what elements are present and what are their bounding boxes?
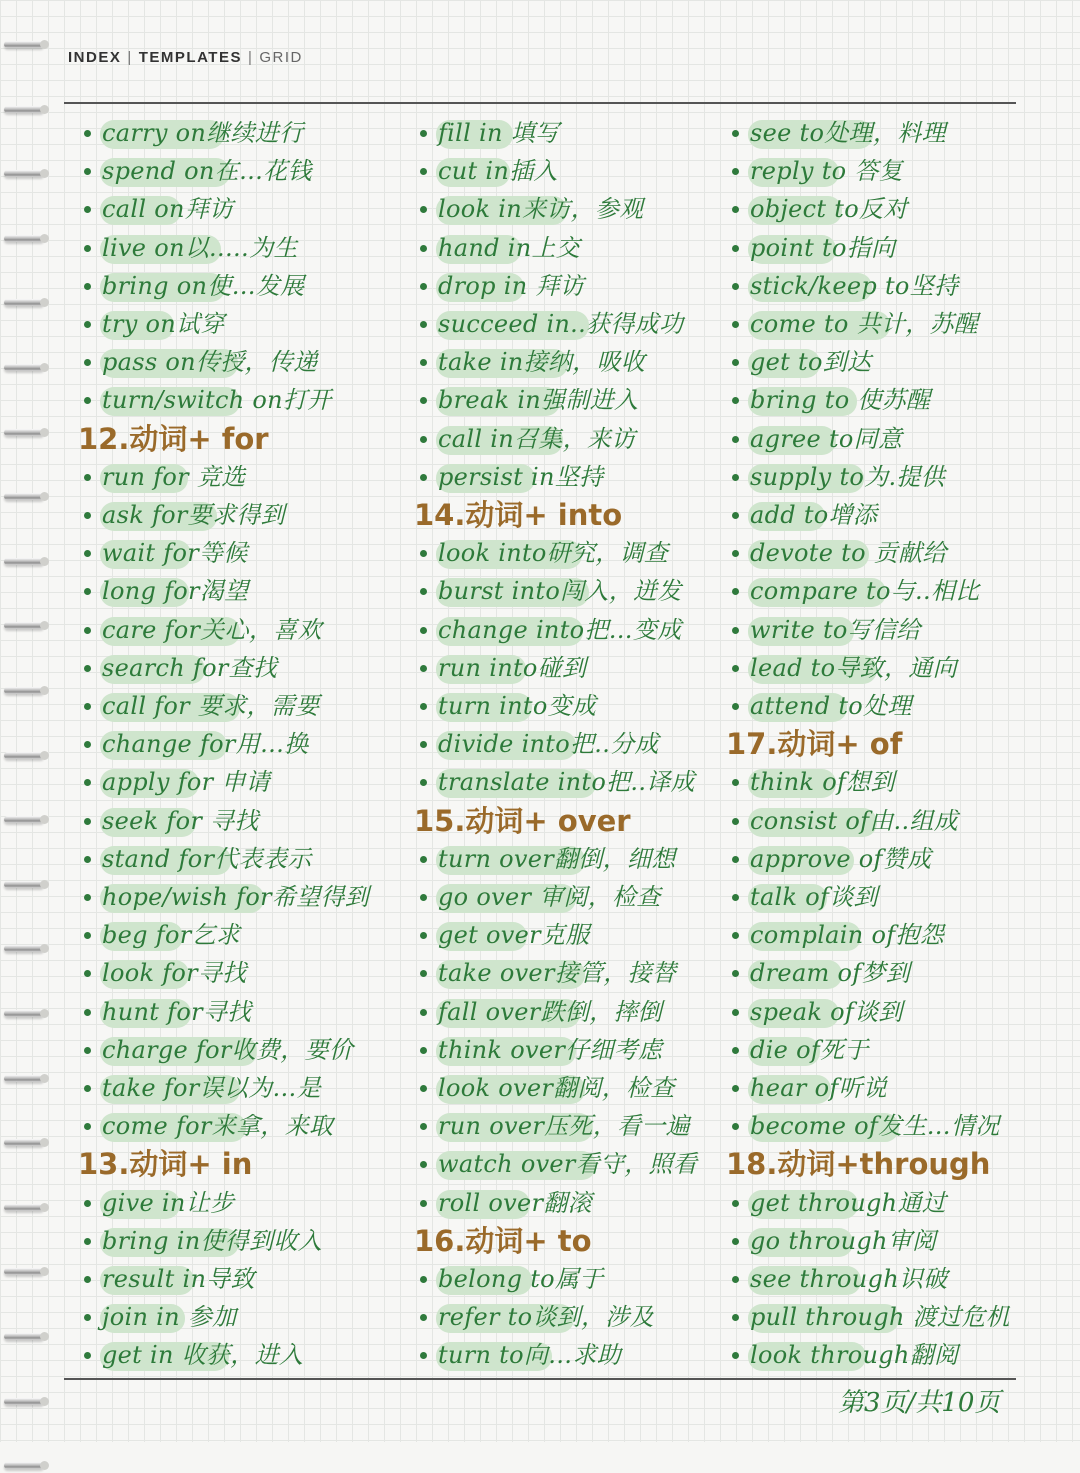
bullet-icon — [84, 130, 91, 137]
section-heading: 13.动词+ in — [78, 1147, 253, 1182]
phrase-text: think of想到 — [750, 768, 895, 797]
phrase-text: consist of由..组成 — [750, 806, 959, 835]
bullet-icon — [420, 1009, 427, 1016]
bullet-icon — [732, 665, 739, 672]
phrase-text: look through翻阅 — [750, 1341, 959, 1370]
phrase-text: see to处理，料理 — [750, 119, 946, 147]
bottom-rule — [64, 1378, 1016, 1380]
phrase-text: dream of梦到 — [750, 959, 911, 988]
binding-ring — [4, 296, 48, 310]
bullet-icon — [732, 818, 739, 825]
phrase-text: supply to为.提供 — [750, 462, 945, 491]
phrase-text: see through识破 — [750, 1265, 948, 1293]
phrase-text: speak of谈到 — [750, 997, 903, 1026]
phrase-text: result in导致 — [102, 1265, 255, 1293]
binding-ring — [4, 1459, 48, 1473]
bullet-icon — [420, 245, 427, 252]
phrase-text: turn/switch on打开 — [102, 386, 332, 415]
bullet-icon — [732, 245, 739, 252]
phrase-text: look for寻找 — [102, 959, 247, 988]
phrase-text: charge for收费，要价 — [102, 1035, 354, 1064]
binding-ring — [4, 1201, 48, 1215]
phrase-text: bring in使得到收入 — [102, 1226, 322, 1255]
bullet-icon — [732, 512, 739, 519]
bullet-icon — [420, 665, 427, 672]
bullet-icon — [420, 1047, 427, 1054]
bullet-icon — [84, 894, 91, 901]
section-heading: 16.动词+ to — [414, 1223, 592, 1258]
phrase-text: take over接管，接替 — [438, 959, 677, 988]
bullet-icon — [732, 1200, 739, 1207]
bullet-icon — [732, 1009, 739, 1016]
phrase-text: hunt for寻找 — [102, 997, 252, 1026]
bullet-icon — [84, 856, 91, 863]
bullet-icon — [732, 856, 739, 863]
bullet-icon — [420, 1200, 427, 1207]
bullet-icon — [732, 894, 739, 901]
bullet-icon — [84, 665, 91, 672]
phrase-text: come for来拿，来取 — [102, 1112, 334, 1141]
phrase-text: watch over看守，照看 — [438, 1150, 698, 1179]
header-templates: TEMPLATES — [138, 49, 242, 66]
section-heading: 17.动词+ of — [726, 727, 903, 762]
bullet-icon — [84, 474, 91, 481]
phrase-text: look into研究，调查 — [438, 539, 669, 568]
header-separator: | — [247, 49, 254, 66]
phrase-text: ask for要求得到 — [102, 501, 285, 529]
section-heading: 14.动词+ into — [414, 498, 623, 532]
binding-ring — [4, 555, 48, 569]
binding-ring — [4, 232, 48, 246]
section-heading: 15.动词+ over — [414, 803, 631, 838]
bullet-icon — [84, 1276, 91, 1283]
phrase-text: think over仔细考虑 — [438, 1035, 663, 1064]
phrase-text: run for 竞选 — [102, 462, 246, 491]
bullet-icon — [84, 512, 91, 519]
phrase-text: object to反对 — [750, 195, 908, 224]
top-rule — [64, 102, 1016, 104]
binding-ring — [4, 619, 48, 633]
phrase-text: stand for代表表示 — [102, 844, 312, 873]
phrase-text: search for查找 — [102, 653, 278, 682]
binding-ring — [4, 1007, 48, 1021]
phrase-text: try on试穿 — [102, 310, 225, 338]
binding-ring — [4, 1330, 48, 1344]
phrase-text: seek for 寻找 — [102, 806, 259, 835]
phrase-text: change into把…变成 — [438, 615, 682, 644]
phrase-text: write to写信给 — [750, 615, 921, 644]
phrase-text: agree to同意 — [750, 424, 903, 453]
bullet-icon — [84, 1085, 91, 1092]
phrase-text: call for 要求，需要 — [102, 692, 320, 720]
header-separator: | — [127, 49, 133, 66]
phrase-text: hear of听说 — [750, 1074, 888, 1102]
bullet-icon — [732, 436, 739, 443]
bullet-icon — [420, 703, 427, 710]
phrase-text: roll over翻滚 — [438, 1188, 592, 1217]
bullet-icon — [732, 1085, 739, 1092]
phrase-text: break in强制进入 — [438, 386, 639, 415]
phrase-text: get to到达 — [750, 348, 872, 377]
page-header — [68, 49, 303, 66]
bullet-icon — [732, 703, 739, 710]
phrase-text: complain of抱怨 — [750, 921, 944, 950]
phrase-text: get in 收获，进入 — [102, 1341, 304, 1370]
bullet-icon — [732, 283, 739, 290]
section-heading: 12.动词+ for — [78, 421, 269, 456]
bullet-icon — [420, 894, 427, 901]
phrase-text: go through审阅 — [750, 1226, 937, 1255]
section-heading: 18.动词+through — [726, 1147, 991, 1182]
bullet-icon — [420, 856, 427, 863]
binding-ring — [4, 942, 48, 956]
spiral-binding — [0, 0, 60, 1442]
bullet-icon — [84, 1200, 91, 1207]
bullet-icon — [732, 130, 739, 137]
bullet-icon — [84, 627, 91, 634]
phrase-text: stick/keep to坚持 — [750, 271, 959, 300]
phrase-text: lead to导致，通向 — [750, 653, 957, 682]
bullet-icon — [420, 283, 427, 290]
phrase-text: wait for等候 — [102, 539, 248, 568]
bullet-icon — [420, 1276, 427, 1283]
phrase-text: look in来访，参观 — [438, 195, 644, 224]
phrase-text: turn to向…求助 — [438, 1341, 622, 1370]
phrase-text: turn over翻倒，细想 — [438, 844, 676, 873]
bullet-icon — [84, 818, 91, 825]
binding-ring — [4, 684, 48, 698]
phrase-text: come to 共计，苏醒 — [750, 310, 979, 338]
bullet-icon — [732, 1047, 739, 1054]
binding-ring — [4, 749, 48, 763]
bullet-icon — [420, 1085, 427, 1092]
phrase-text: bring on使…发展 — [102, 271, 305, 300]
phrase-text: divide into把..分成 — [438, 730, 659, 759]
binding-ring — [4, 426, 48, 440]
phrase-text: reply to 答复 — [750, 157, 903, 186]
phrase-text: get over克服 — [438, 921, 590, 950]
phrase-text: persist in坚持 — [438, 462, 604, 491]
header-index: INDEX — [68, 49, 122, 66]
phrase-text: get through通过 — [750, 1188, 947, 1217]
bullet-icon — [732, 1276, 739, 1283]
bullet-icon — [84, 1047, 91, 1054]
phrase-text: long for渴望 — [102, 577, 249, 606]
bullet-icon — [420, 474, 427, 481]
binding-ring — [4, 361, 48, 375]
phrase-text: go over 审阅，检查 — [438, 883, 661, 911]
binding-ring — [4, 1072, 48, 1086]
bullet-icon — [84, 283, 91, 290]
phrase-text: look over翻阅，检查 — [438, 1074, 675, 1102]
bullet-icon — [732, 627, 739, 634]
bullet-icon — [84, 1009, 91, 1016]
phrase-text: refer to谈到，涉及 — [438, 1303, 654, 1332]
bullet-icon — [732, 1238, 739, 1245]
phrase-text: take for误以为…是 — [102, 1074, 322, 1102]
bullet-icon — [420, 130, 427, 137]
phrase-text: hand in上交 — [438, 233, 581, 262]
binding-ring — [4, 103, 48, 117]
phrase-text: belong to属于 — [438, 1265, 604, 1293]
phrase-text: approve of赞成 — [750, 844, 932, 873]
phrase-text: call in召集，来访 — [438, 424, 636, 453]
phrase-text: run over压死，看一遍 — [438, 1112, 690, 1141]
phrase-text: carry on继续进行 — [102, 119, 304, 147]
bullet-icon — [84, 321, 91, 328]
phrase-text: spend on在…花钱 — [102, 157, 312, 186]
binding-ring — [4, 878, 48, 892]
phrase-text: call on拜访 — [102, 195, 234, 224]
phrase-text: fall over跌倒，摔倒 — [438, 997, 663, 1026]
binding-ring — [4, 167, 48, 181]
phrase-text: compare to与..相比 — [750, 577, 980, 606]
phrase-text: cut in插入 — [438, 157, 558, 186]
binding-ring — [4, 813, 48, 827]
binding-ring — [4, 1136, 48, 1150]
bullet-icon — [420, 321, 427, 328]
phrase-text: bring to 使苏醒 — [750, 386, 931, 415]
phrase-text: become of发生…情况 — [750, 1112, 1000, 1141]
bullet-icon — [732, 474, 739, 481]
phrase-text: beg for乞求 — [102, 921, 241, 950]
phrase-text: join in 参加 — [102, 1303, 237, 1332]
binding-ring — [4, 1395, 48, 1409]
bullet-icon — [84, 245, 91, 252]
phrase-text: turn into变成 — [438, 692, 597, 720]
bullet-icon — [732, 321, 739, 328]
phrase-text: take in接纳，吸收 — [438, 348, 646, 377]
phrase-text: give in让步 — [102, 1188, 235, 1217]
phrase-text: fill in 填写 — [438, 119, 560, 147]
phrase-text: pull through 渡过危机 — [750, 1303, 1010, 1332]
phrase-text: talk of谈到 — [750, 883, 878, 911]
bullet-icon — [420, 436, 427, 443]
phrase-text: die of死于 — [750, 1035, 869, 1064]
header-grid: GRID — [259, 49, 303, 66]
binding-ring — [4, 490, 48, 504]
page-number: 第3页/共10页 — [838, 1388, 1001, 1418]
bullet-icon — [84, 703, 91, 710]
binding-ring — [4, 1265, 48, 1279]
phrase-text: succeed in..获得成功 — [438, 310, 684, 338]
bullet-icon — [84, 1238, 91, 1245]
phrase-text: care for关心，喜欢 — [102, 615, 322, 644]
phrase-text: hope/wish for希望得到 — [102, 883, 370, 911]
phrase-text: point to指向 — [750, 233, 896, 262]
phrase-text: attend to处理 — [750, 692, 912, 720]
phrase-text: burst into闯入，迸发 — [438, 577, 682, 606]
phrase-text: translate into把..译成 — [438, 768, 695, 797]
bullet-icon — [420, 627, 427, 634]
phrase-text: change for用…换 — [102, 730, 309, 759]
phrase-text: add to增添 — [750, 501, 878, 529]
phrase-text: drop in 拜访 — [438, 271, 585, 300]
phrase-text: live on以..…为生 — [102, 233, 298, 262]
phrase-text: run into碰到 — [438, 653, 587, 682]
phrase-text: pass on传授，传递 — [102, 348, 318, 377]
phrase-text: devote to 贡献给 — [750, 539, 947, 568]
binding-ring — [4, 38, 48, 52]
phrase-text: apply for 申请 — [102, 768, 270, 797]
